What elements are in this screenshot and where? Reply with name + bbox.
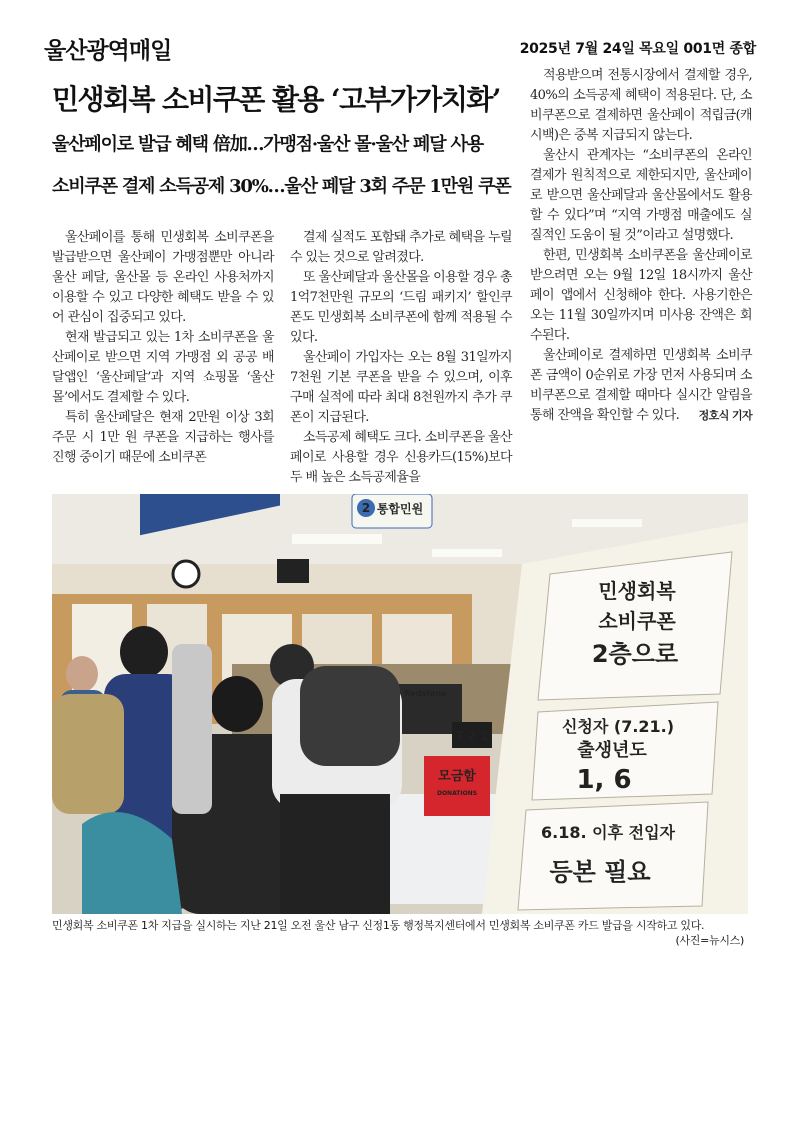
sign-line-2: 소비쿠폰 [598,609,676,633]
edition-info: 2025년 7월 24일 목요일 001면 종합 [519,41,756,57]
window-number: 2 [361,501,371,515]
notice-line-3: 1, 6 [576,765,632,795]
article-column-2 [290,228,512,488]
notice-board [482,522,748,914]
news-photo [52,494,748,914]
window-sign [352,494,432,528]
paragraph: 울산페이로 결제하면 민생회복 소비쿠폰 금액이 0순위로 가장 먼저 사용되며 소비쿠폰으로 결제할 때마다 실시간 알림을 통해 잔액을 확인할 수 있다. [530,348,752,423]
monitor-brand: Redstone [404,689,447,698]
paragraph: 울산페이를 통해 민생회복 소비쿠폰을 발급받으면 울산페이 가맹점뿐만 아니라 울산 페달, 울산몰 등 온라인 사용처까지 이용할 수 있고 다양한 혜택도 받을 수 있어 관심이 집중되고 있다. [52,230,274,325]
article-column-1 [52,228,274,468]
paragraph: 한편, 민생회복 소비쿠폰을 울산페이로 받으려면 오는 9월 12일 18시까지 울산페이 앱에서 신청해야 한다. 사용기한은 오는 11월 30일까지며 미사용 잔액은 회수된다. [530,248,752,343]
byline: 정호식 기자 [698,409,752,422]
headline: 민생회복 소비쿠폰 활용 ‘고부가가치화’ [52,83,500,116]
counter-number: 7 2 1 [455,729,489,743]
paragraph: 결제 실적도 포함돼 추가로 혜택을 누릴 수 있는 것으로 알려졌다. [290,230,512,265]
article-column-3 [530,66,752,426]
svg-text:모금함: 모금함 [438,769,476,784]
donation-box [424,756,490,816]
notice-line-4: 6.18. 이후 전입자 [541,823,675,842]
clock-icon [173,561,199,587]
notice-line-5: 등본 필요 [549,858,651,886]
paragraph: 울산시 관계자는 “소비쿠폰의 온라인 결제가 원칙적으로 제한되지만, 울산페이로 받으면 울산페달과 울산몰에서도 활용할 수 있다”며 “지역 가맹점 매출에도 실질적인 도움이 될 것”이라고 설명했다. [530,148,752,243]
window-sign-label: 통합민원 [376,502,424,516]
subheadline-2: 소비쿠폰 결제 소득공제 30%…울산 페달 3회 주문 1만원 쿠폰 [52,176,511,197]
sign-line-1: 민생회복 [598,579,676,603]
photo-caption [52,918,748,947]
subheadline-1: 울산페이로 발급 혜택 倍加…가맹점·울산 몰·울산 페달 사용 [52,134,483,155]
masthead [44,30,756,66]
paragraph: 울산페이 가입자는 오는 8월 31일까지 7천원 기본 쿠폰을 받을 수 있으며, 이후 구매 실적에 따라 최대 8천원까지 추가 쿠폰이 지급된다. [290,350,512,425]
paragraph: 특히 울산페달은 현재 2만원 이상 3회 주문 시 1만 원 쿠폰을 지급하는 행사를 진행 중이기 때문에 소비쿠폰 [52,410,274,465]
caption-text: 민생회복 소비쿠폰 1차 지급을 실시하는 지난 21일 오전 울산 남구 신정1동 행정복지센터에서 민생회복 소비쿠폰 카드 발급을 시작하고 있다. [52,919,705,932]
paragraph: 현재 발급되고 있는 1차 소비쿠폰을 울산페이로 받으면 지역 가맹점 외 공공 배달앱인 ‘울산페달’과 지역 쇼핑몰 ‘울산몰’에서도 결제할 수 있다. [52,330,274,405]
notice-line-2: 출생년도 [577,740,647,761]
notice-line-1: 신청자 (7.21.) [561,717,675,736]
paragraph: 또 울산페달과 울산몰을 이용할 경우 총 1억7천만원 규모의 ‘드림 패키지’ 할인쿠폰도 민생회복 소비쿠폰에 함께 적용될 수 있다. [290,270,512,345]
svg-text:DONATIONS: DONATIONS [436,790,478,797]
newspaper-logo: 울산광역매일 [44,38,172,64]
paragraph: 적용받으며 전통시장에서 결제할 경우, 40%의 소득공제 혜택이 적용된다. 단, 소비쿠폰으로 결제하면 울산페이 적립금(캐시백)은 중복 지급되지 않는다. [530,68,752,143]
photo-credit: (사진=뉴시스) [675,934,744,947]
sign-line-3: 2층으로 [591,640,679,668]
paragraph: 소득공제 혜택도 크다. 소비쿠폰을 울산페이로 사용할 경우 신용카드(15%)보다 두 배 높은 소득공제율을 [290,430,512,485]
